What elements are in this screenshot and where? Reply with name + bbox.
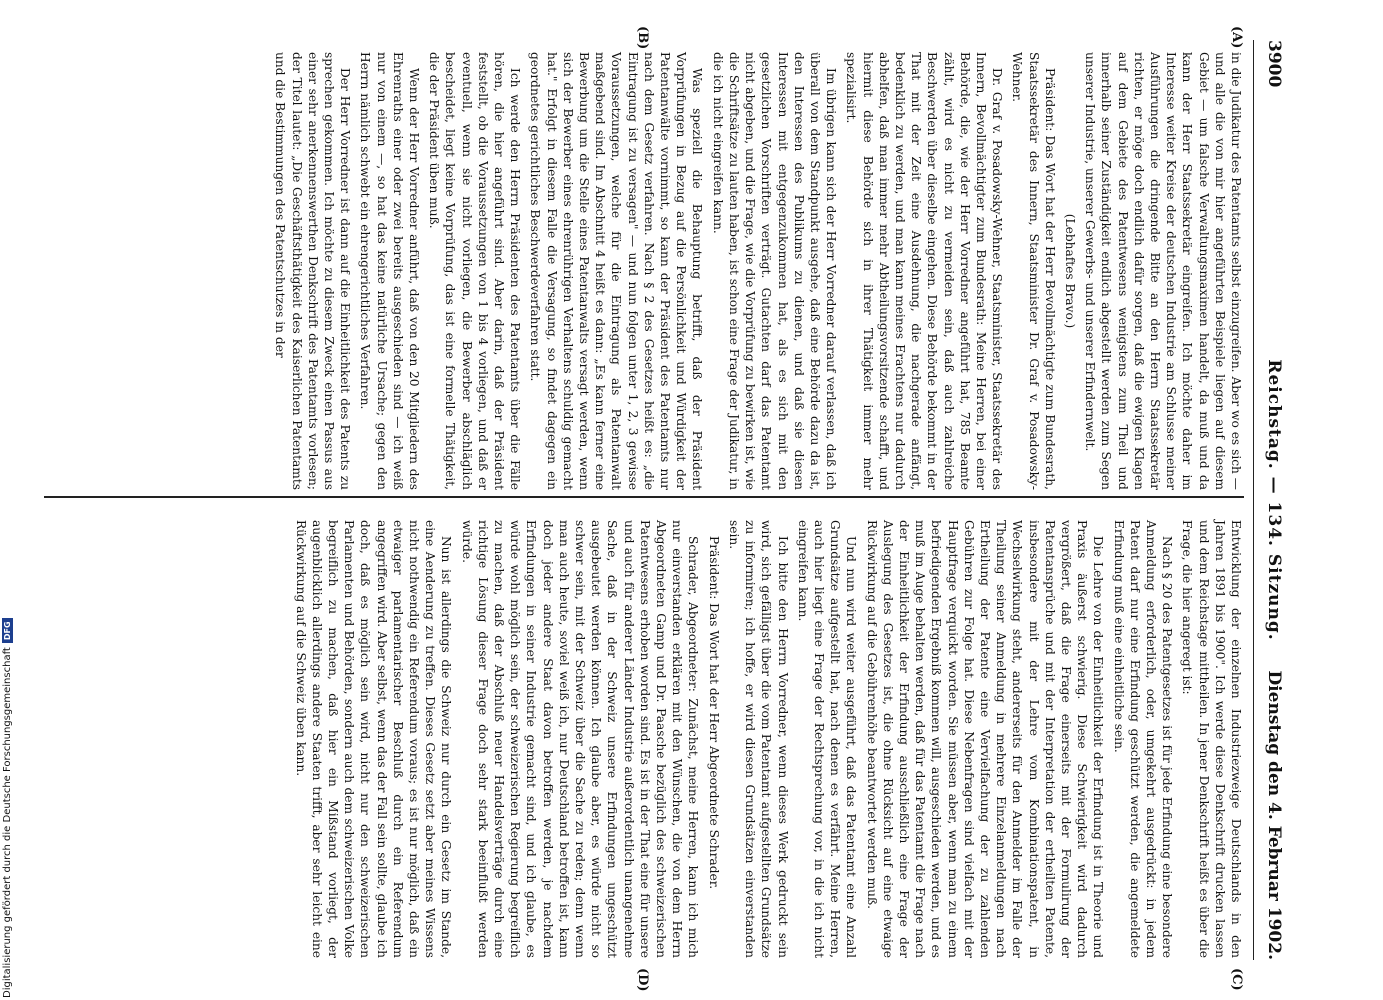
paragraph: Was speziell die Behauptung betrifft, daß der Präsident Vorprüfungen in Bezug auf die Persönlichkeit und Würdigkeit der Patentanwälte vornimmt, so kann der Präsident des Patentamts nur nach dem Gesetz verfahren. Nach § 2 des Gesetzes heißt es: „die Eintragung ist zu versagen" — und nun folgen unter 1, 2, 3 gewisse Voraussetzungen, welche für die Eintragung als Patentanwalt maßgebend sind. Im Abschnitt 4 heißt es dann: „Es kann ferner eine Bewerbung um die Stelle eines Patentanwalts versagt werden, wenn sich der Bewerber eines ehrenrührigen Verhaltens schuldig gemacht hat." Erfolgt in diesem Falle die Versagung, so findet dagegen ein geordnetes gerichtliches Beschwerdeverfahren statt. — [528, 52, 705, 490]
paragraph: Die Lehre von der Einheitlichkeit der Erfindung ist in Theorie und Praxis äußerst schwierig. Diese Schwierigkeit wird dadurch vergrößert, daß die Frage einerseits mit der Formulirung der Patentansprüche und mit der Interpretation der ertheilten Patente, insbesondere mit der Lehre vom Kombinationspatent, in Wechselwirkung steht, andererseits für den Anmelder im Falle der Theilung seiner Anmeldung in mehrere Einzelanmeldungen nach Ertheilung der Patente eine Vervielfachung der zu zahlenden Gebühren zur Folge hat. Diese Nebenfragen sind vielfach mit der Hauptfrage verquickt worden. Sie müssen aber, wenn man zu einem befriedigenden Ergebniß kommen will, ausgeschieden werden, und es muß im Auge behalten werden, daß für das Patentamt die Frage nach der Einheitlichkeit der Erfindung ausschließlich eine Frage der Auslegung des Gesetzes ist, die ohne Rücksicht auf eine etwaige Rückwirkung auf die Gebührenhöhe beantwortet werden muß. — [864, 520, 1106, 958]
paragraph: Der Herr Vorredner ist dann auf die Einheitlichkeit des Patents zu sprechen gekommen. Ich möchte zu diesem Zweck einen Passus aus einer sehr anerkennenswerthen Denkschrift des Patentamts vorlesen; der Titel lautet: „Die Geschäftsthätigkeit des Kaiserlichen Patentamts und die Bestimmungen des Patentschutzes in der — [273, 52, 353, 490]
session-date: Dienstag den 4. Februar 1902. — [1264, 670, 1284, 960]
margin-marker-d: (D) — [635, 968, 650, 992]
page-number: 3900 — [1264, 40, 1284, 88]
paragraph: Wenn der Herr Vorredner anführt, daß von den 20 Mitgliedern des Ehrenraths einer oder zwei bereits ausgeschieden sind — ich weiß nur von einem —, so hat das keine natürliche Ursache; gegen den Herrn nämlich schwebt ein ehrengerichtliches Verfahren. — [358, 52, 422, 490]
column-divider — [44, 496, 1244, 498]
right-text-column — [288, 520, 1244, 958]
paragraph: Schrader, Abgeordneter: Zunächst, meine Herren, kann ich mich nur einverstanden erklären mit den Wünschen, die von dem Herrn Abgeordneten Gamp und Dr. Paasche bezüglich des schweizerischen Patentwesens erhoben worden sind. Es ist in der That eine für unsere und auch für anderer Länder Industrie außerordentlich unangenehme Sache, daß in der Schweiz unsere Erfindungen ungeschützt ausgebeutet werden können. Ich glaube aber, es würde nicht so schwer sein, mit der Schweiz über die Sache zu reden; denn wenn man auch heute, soviel weiß ich, nur Deutschland betroffen ist, kann doch jeder andere Staat davon betroffen werden, je nachdem Erfindungen in seiner Industrie gemacht sind, und ich glaube, es würde wohl möglich sein, der schweizerischen Regierung begreiflich zu machen, daß der Abschluß neuer Handelsverträge durch eine richtige Lösung dieser Frage doch sehr stark beeinflußt werden würde. — [459, 520, 701, 958]
paragraph: Präsident: Das Wort hat der Herr Abgeordnete Schrader. — [706, 536, 721, 890]
margin-marker-a: (A) — [1229, 26, 1244, 49]
paragraph: (Lebhaftes Bravo.) — [1062, 213, 1077, 329]
margin-marker-c: (C) — [1229, 968, 1244, 991]
paragraph: Dr. Graf v. Posadowsky-Wehner, Staatsminister, Staatssekretär des Innern, Bevollmächtigter zum Bundesrath: Meine Herren, bei einer Behörde, die, wie der Herr Vorredner angeführt hat, 785 Beamte zählt, wird es nicht zu vermeiden sein, daß auch zahlreiche Beschwerden über dieselbe eingehen. Diese Behörde bekommt in der That mit der Zeit eine Ausdehnung, die nachgerade anfängt, bedenklich zu werden, und man kann meines Erachtens nur dadurch abhelfen, daß man immer mehr Abtheilungsvorsitzende schafft, und hiermit diese Behörde sich in ihrer Thätigkeit immer mehr spezialisirt. — [844, 52, 1005, 490]
paragraph: Nach § 20 des Patentgesetzes ist für jede Erfindung eine besondere Anmeldung erforderlich, oder, umgekehrt ausgedrückt: in jedem Patent darf nur eine Erfindung geschützt werden, die angemeldete Erfindung muß eine einheitliche sein. — [1111, 520, 1175, 958]
session-title: Reichstag. — 134. Sitzung. — [1264, 359, 1284, 641]
margin-marker-b: (B) — [635, 26, 650, 50]
paragraph: Nun ist allerdings die Schweiz nur durch ein Gesetz im Stande, eine Aenderung zu treffen. Dieses Gesetz setzt aber meines Wissens nicht nothwendig ein Referendum voraus; es ist nur möglich, daß ein etwaiger parlamentarischer Beschluß durch ein Referendum angegriffen wird. Aber selbst, wenn das der Fall sein sollte, glaube ich doch, daß es möglich sein wird, nicht nur den schweizerischen Parlamenten und Behörden, sondern auch dem schweizerischen Volke begreiflich zu machen, daß hier ein Mißstand vorliegt, der augenblicklich allerdings andere Staaten trifft, aber sehr leicht eine Rückwirkung auf die Schweiz üben kann. — [293, 520, 454, 958]
dfg-logo: DFG — [2, 618, 13, 643]
header-rule — [1253, 40, 1254, 960]
paragraph: Ich werde den Herrn Präsidenten des Patentamts über die Fälle hören, die hier angeführt sind. Aber darin, daß der Präsident feststellt, ob die Voraussetzungen von 1 bis 4 vorliegen, und daß er eventuell, wenn sie nicht vorliegen, die Bewerber abschläglich bescheidet, liegt keine Vorprüfung, das ist eine formelle Thätigkeit, die der Präsident üben muß. — [427, 52, 523, 490]
paragraph: Entwicklung der einzelnen Industriezweige Deutschlands in den Jahren 1891 bis 1900". Ich werde diese Denkschrift drucken lassen und dem Reichstage mittheilen. In jener Denkschrift heißt es über die Frage, die hier angeregt ist: — [1180, 520, 1243, 958]
paragraph: Ich bitte den Herrn Vorredner, wenn dieses Werk gedruckt sein wird, sich gefälligst über die vom Patentamt aufgestellten Grundsätze zu informiren; ich hoffe, er wird diesen Grundsätzen einverstanden sein. — [726, 520, 790, 958]
paragraph: Im übrigen kann sich der Herr Vorredner darauf verlassen, daß ich überall von dem Standpunkt ausgehe, daß eine Behörde dazu da ist, den Interessen des Publikums zu dienen, und daß sie diesen Interessen mit entgegenzukommen hat, als es sich mit den gesetzlichen Vorschriften verträgt. Gutachten darf das Patentamt nicht abgeben, und die Frage, wie die Vorprüfung zu bewirken ist, wie die Schriftsätze zu lauten haben, ist schon eine Frage der Judikatur, in die ich nicht eingreifen kann. — [710, 52, 839, 490]
paragraph: in die Judikatur des Patentamts selbst einzugreifen. Aber wo es sich — und alle die von mir hier angeführten Beispiele liegen auf diesem Gebiet — um falsche Verwaltungsmaximen handelt, da muß und da kann der Herr Staatssekretär eingreifen. Ich möchte daher im Interesse weiter Kreise der deutschen Industrie am Schlusse meiner Ausführungen die dringende Bitte an den Herrn Staatssekretär richten, er möge doch endlich dafür sorgen, daß die ewigen Klagen auf dem Gebiete des Patentwesens wenigstens zum Theil und innerhalb seiner Zuständigkeit endlich abgestellt werden zum Segen unserer Industrie, unserer Gewerbs- und unserer Erfindernwelt. — [1083, 52, 1243, 490]
digitization-credit — [2, 618, 13, 998]
credit-text: Digitalisierung gefördert durch die Deutsche Forschungsgemeinschaft — [2, 647, 13, 998]
left-text-column — [268, 52, 1244, 490]
page-header — [1258, 40, 1288, 960]
paragraph: Und nun wird weiter ausgeführt, daß das Patentamt eine Anzahl Grundsätze aufgestellt hat, nach denen es verfährt. Meine Herren, auch hier liegt eine Frage der Rechtsprechung vor, in die ich nicht eingreifen kann. — [795, 520, 859, 958]
paragraph: Präsident: Das Wort hat der Herr Bevollmächtigte zum Bundesrath, Staatssekretär des Innern, Staatsminister Dr. Graf v. Posadowsky-Wehner. — [1010, 52, 1057, 490]
